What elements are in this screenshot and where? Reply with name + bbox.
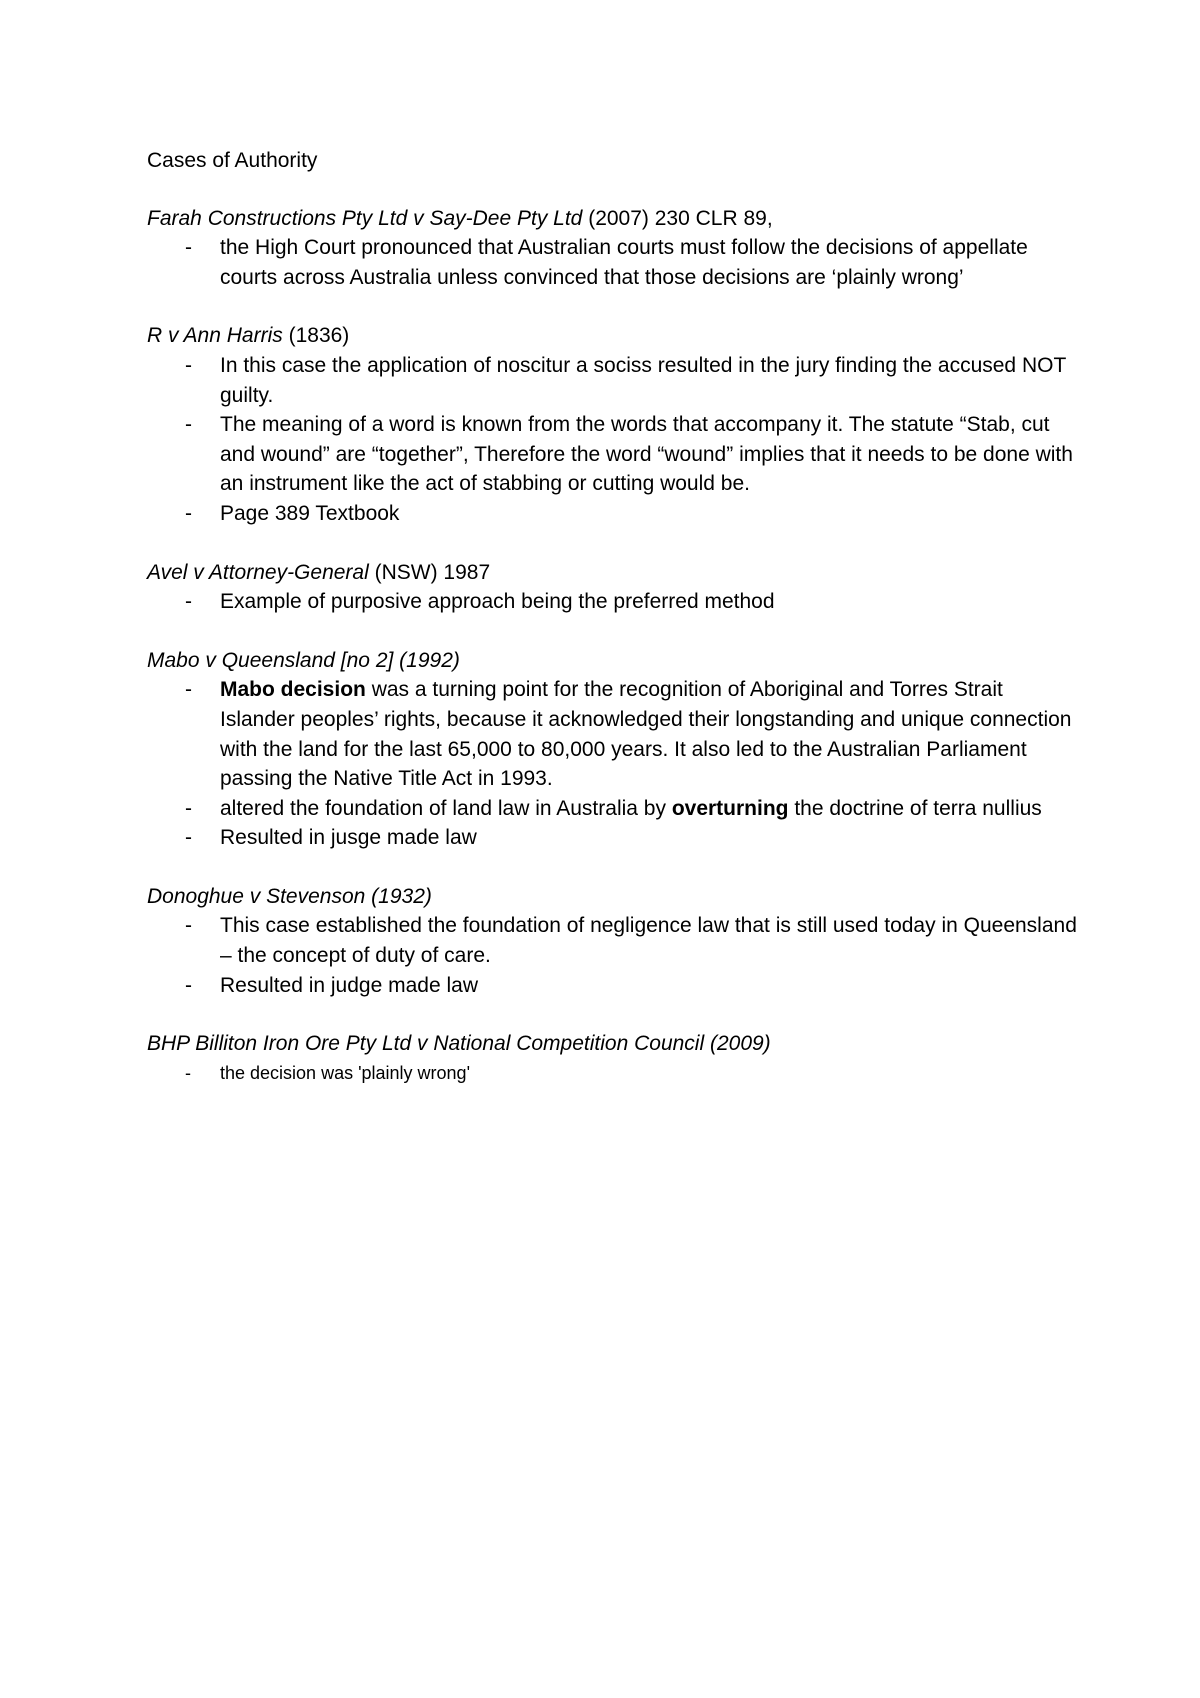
list-item	[147, 971, 1077, 1001]
point-text: altered the foundation of land law in Australia by	[220, 796, 672, 820]
case-points	[147, 1059, 1077, 1089]
case-name: Avel v Attorney-General	[147, 560, 369, 584]
bold-term: Mabo decision	[220, 678, 366, 702]
point-text: This case established the foundation of negligence law that is still used today in Queensland – the concept of duty of care.	[220, 914, 1077, 968]
case-points	[147, 233, 1077, 292]
point-text: the doctrine of terra nullius	[788, 796, 1042, 820]
point-text: Resulted in jusge made law	[220, 826, 477, 850]
bold-term: overturning	[671, 796, 789, 820]
list-item	[147, 410, 1077, 499]
list-item	[147, 351, 1077, 410]
point-text: Resulted in judge made law	[220, 973, 478, 997]
case-points	[147, 911, 1077, 1000]
point-text: the High Court pronounced that Australian courts must follow the decisions of appellate courts across Australia unless convinced that those decisions are ‘plainly wrong’	[220, 236, 1028, 289]
case-heading	[147, 558, 1077, 588]
list-item	[147, 587, 1077, 617]
dash-bullet-icon: -	[185, 1062, 191, 1083]
case-heading	[147, 1029, 1077, 1059]
dash-bullet-icon: -	[185, 413, 192, 437]
case-entry-avel	[147, 558, 1077, 617]
document-page	[147, 146, 1077, 1117]
dash-bullet-icon: -	[185, 826, 192, 850]
dash-bullet-icon: -	[185, 236, 192, 260]
case-name: Donoghue v Stevenson (1932)	[147, 884, 432, 908]
point-text: the decision was 'plainly wrong'	[220, 1062, 471, 1083]
dash-bullet-icon: -	[185, 973, 192, 997]
point-text: Page 389 Textbook	[220, 501, 400, 525]
list-item	[147, 911, 1077, 970]
case-entry-donoghue	[147, 882, 1077, 1000]
dash-bullet-icon: -	[185, 353, 192, 377]
case-citation: (NSW) 1987	[368, 560, 491, 584]
case-heading	[147, 204, 1077, 234]
case-name: R v Ann Harris	[147, 324, 283, 348]
case-entry-mabo	[147, 646, 1077, 853]
list-item	[147, 499, 1077, 529]
case-name: Mabo v Queensland [no 2] (1992)	[147, 648, 460, 672]
dash-bullet-icon: -	[185, 501, 192, 525]
case-entry-bhp	[147, 1029, 1077, 1088]
list-item	[147, 794, 1077, 824]
case-name: BHP Billiton Iron Ore Pty Ltd v National Competition Council (2009)	[147, 1032, 771, 1056]
dash-bullet-icon: -	[185, 590, 192, 614]
case-points	[147, 587, 1077, 617]
case-heading	[147, 882, 1077, 912]
case-points	[147, 675, 1077, 853]
list-item	[147, 1059, 1077, 1089]
case-heading	[147, 646, 1077, 676]
point-text: was a turning point for the recognition of Aboriginal and Torres Strait Islander peoples’ rights, because it acknowledged their longstanding and unique connection with the land for the last 65,000 to 80,000 years. It also led to the Australian Parliament passing the Native Title Act in 1993.	[220, 678, 1072, 791]
document-title: Cases of Authority	[147, 149, 318, 172]
case-heading	[147, 321, 1077, 351]
dash-bullet-icon: -	[185, 678, 192, 702]
list-item	[147, 233, 1077, 292]
list-item	[147, 823, 1077, 853]
case-name: Farah Constructions Pty Ltd v Say-Dee Pty Ltd	[147, 206, 583, 230]
case-points	[147, 351, 1077, 529]
case-entry-harris	[147, 321, 1077, 528]
case-citation: (1836)	[282, 324, 350, 348]
dash-bullet-icon: -	[185, 796, 192, 820]
point-text: The meaning of a word is known from the words that accompany it. The statute “Stab, cut and wound” are “together”, Therefore the word “wound” implies that it needs to be done with an instrument like the act of stabbing or cutting would be.	[220, 413, 1073, 496]
point-text: In this case the application of noscitur a sociss resulted in the jury finding the accused NOT guilty.	[220, 353, 1066, 407]
case-citation: (2007) 230 CLR 89,	[582, 206, 773, 230]
list-item	[147, 675, 1077, 793]
dash-bullet-icon: -	[185, 914, 192, 938]
case-entry-farah	[147, 204, 1077, 293]
point-text: Example of purposive approach being the preferred method	[220, 590, 775, 614]
